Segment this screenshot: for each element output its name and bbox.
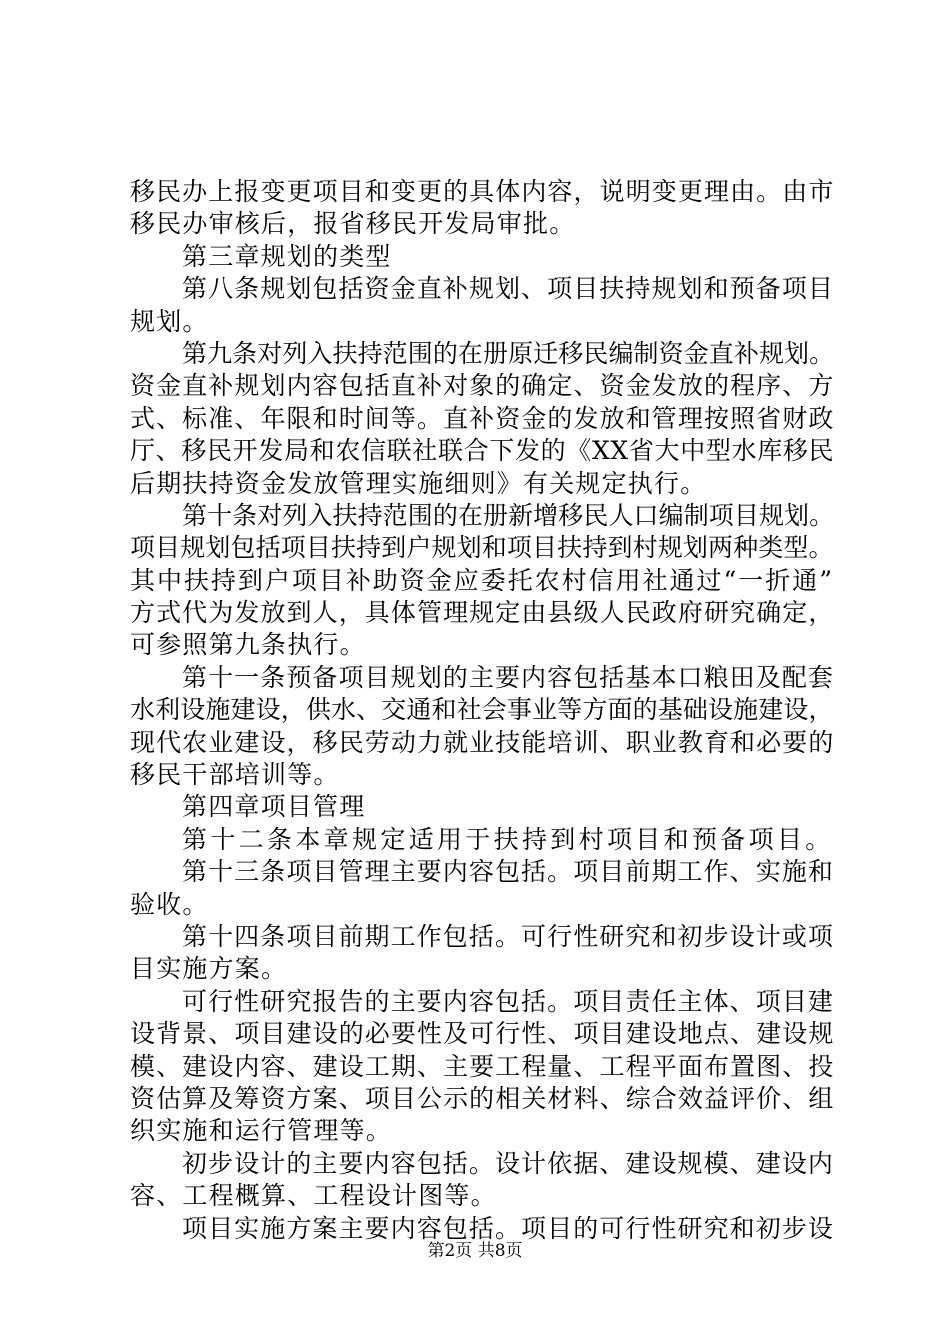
page-number-label: 第2页 共8页 xyxy=(427,1241,523,1261)
document-body xyxy=(130,176,834,1245)
text-line: 规划。 xyxy=(130,306,209,336)
text-line: 第十二条本章规定适用于扶持到村项目和预备项目。 xyxy=(182,824,834,854)
text-line: 资估算及筹资方案、项目公示的相关材料、综合效益评价、组 xyxy=(130,1083,835,1113)
text-line: 设背景、项目建设的必要性及可行性、项目建设地点、建设规 xyxy=(130,1019,835,1049)
text-line: 第十一条预备项目规划的主要内容包括基本口粮田及配套 xyxy=(182,662,835,692)
text-line: 移民办审核后，报省移民开发局审批。 xyxy=(130,209,576,239)
text-line: 项目实施方案主要内容包括。项目的可行性研究和初步设 xyxy=(182,1213,835,1243)
text-line: 其中扶持到户项目补助资金应委托农村信用社通过“一折通” xyxy=(130,565,834,595)
text-line: 容、工程概算、工程设计图等。 xyxy=(130,1181,497,1211)
text-line: 第九条对列入扶持范围的在册原迁移民编制资金直补规划。 xyxy=(182,338,835,368)
text-line: 可行性研究报告的主要内容包括。项目责任主体、项目建 xyxy=(182,986,835,1016)
text-line: 第三章规划的类型 xyxy=(182,241,392,271)
text-line: 可参照第九条执行。 xyxy=(130,630,366,660)
text-line: 资金直补规划内容包括直补对象的确定、资金发放的程序、方 xyxy=(130,371,835,401)
text-line: 方式代为发放到人，具体管理规定由县级人民政府研究确定， xyxy=(130,598,835,628)
text-line: 移民办上报变更项目和变更的具体内容，说明变更理由。由市 xyxy=(130,177,835,206)
text-line: 第十四条项目前期工作包括。可行性研究和初步设计或项 xyxy=(182,921,835,951)
page-footer xyxy=(0,1240,950,1262)
text-line: 水利设施建设，供水、交通和社会事业等方面的基础设施建设， xyxy=(130,695,834,725)
text-line: 模、建设内容、建设工期、主要工程量、工程平面布置图、投 xyxy=(130,1051,835,1081)
text-line: 第十条对列入扶持范围的在册新增移民人口编制项目规划。 xyxy=(182,500,835,530)
text-line: 式、标准、年限和时间等。直补资金的发放和管理按照省财政 xyxy=(130,403,835,433)
text-line: 现代农业建设，移民劳动力就业技能培训、职业教育和必要的 xyxy=(130,727,835,757)
text-line: 厅、移民开发局和农信联社联合下发的《XX省大中型水库移民 xyxy=(130,436,835,466)
text-line: 第十三条项目管理主要内容包括。项目前期工作、实施和 xyxy=(182,857,835,887)
text-line: 初步设计的主要内容包括。设计依据、建设规模、建设内 xyxy=(182,1148,835,1178)
text-line: 验收。 xyxy=(130,889,209,919)
text-line: 项目规划包括项目扶持到户规划和项目扶持到村规划两种类型。 xyxy=(130,533,834,563)
text-line: 第四章项目管理 xyxy=(182,792,366,822)
text-line: 移民干部培训等。 xyxy=(130,760,340,790)
text-line: 后期扶持资金发放管理实施细则》有关规定执行。 xyxy=(130,468,707,498)
text-line: 第八条规划包括资金直补规划、项目扶持规划和预备项目 xyxy=(182,274,835,304)
text-line: 织实施和运行管理等。 xyxy=(130,1116,393,1146)
text-line: 目实施方案。 xyxy=(130,954,288,984)
